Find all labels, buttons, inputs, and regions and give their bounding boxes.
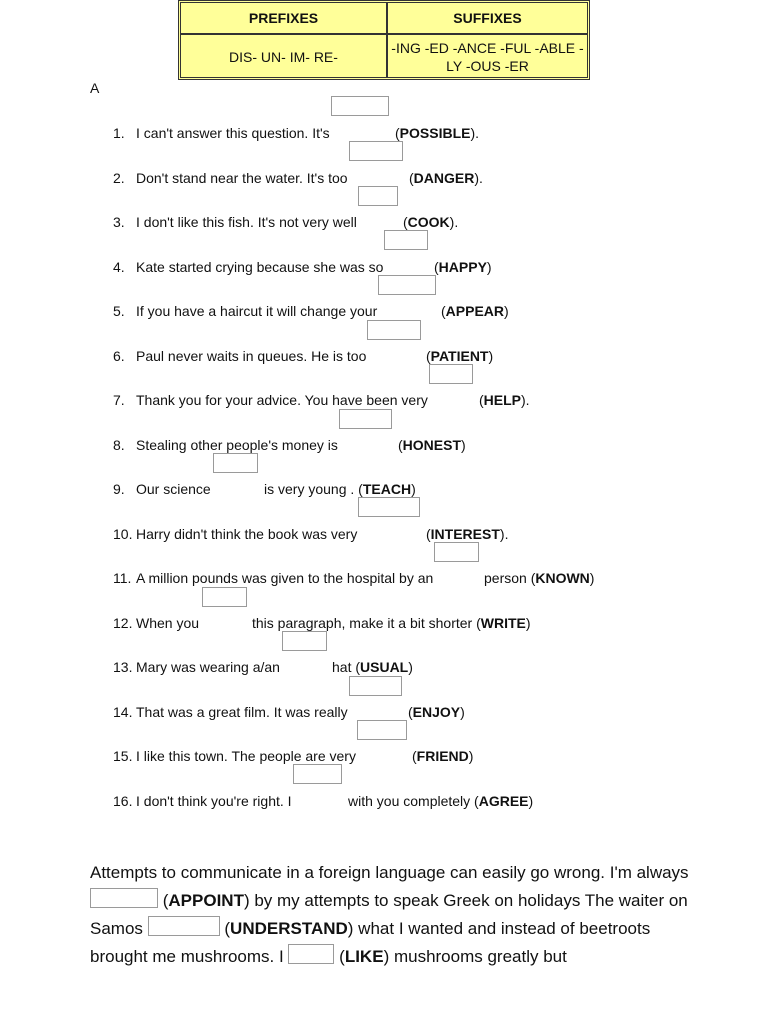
root-word: HONEST	[402, 437, 462, 453]
question-hint: (APPEAR)	[441, 303, 509, 319]
question-text: A million pounds was given to the hospital by an	[136, 570, 434, 586]
question-number: 15.	[113, 748, 133, 764]
question-number: 2.	[113, 170, 125, 186]
hint-close: )	[486, 259, 492, 275]
root-word: AGREE	[478, 793, 529, 809]
root-word: HELP	[483, 392, 522, 408]
answer-field-14[interactable]	[349, 676, 402, 696]
root-word: UNDERSTAND	[230, 919, 348, 938]
hint-close: )	[589, 570, 595, 586]
question-hint	[348, 793, 533, 809]
question-hint	[484, 570, 594, 586]
answer-field-9[interactable]	[213, 453, 258, 473]
root-word: PATIENT	[430, 348, 489, 364]
question-text: Don't stand near the water. It's too	[136, 170, 348, 186]
question-number: 1.	[113, 125, 125, 141]
hint-close: )	[411, 481, 416, 497]
question-text-cont: with you completely (	[348, 793, 479, 809]
question-text-cont: hat (	[332, 659, 361, 675]
question-text: I can't answer this question. It's	[136, 125, 330, 141]
answer-field-3[interactable]	[358, 186, 398, 206]
answer-field-15[interactable]	[357, 720, 407, 740]
hint-close: )	[460, 704, 465, 720]
hint-close: )	[504, 303, 509, 319]
question-hint	[332, 659, 413, 675]
root-word: APPEAR	[445, 303, 505, 319]
hint-close: )	[408, 659, 413, 675]
paragraph-text: Attempts to communicate in a foreign language can easily go wrong. I'm always	[90, 863, 689, 882]
question-text: Mary was wearing a/an	[136, 659, 280, 675]
answer-field-1[interactable]	[331, 96, 389, 116]
paragraph-answer-field-3[interactable]	[288, 944, 334, 964]
root-word: LIKE	[344, 947, 384, 966]
answer-field-10[interactable]	[358, 497, 420, 517]
question-text: When you	[136, 615, 200, 631]
question-number: 3.	[113, 214, 125, 230]
question-hint: (HONEST)	[398, 437, 466, 453]
question-hint	[252, 615, 531, 631]
question-hint: (PATIENT)	[426, 348, 494, 364]
question-text: Stealing other people's money is	[136, 437, 338, 453]
paragraph-answer-field-2[interactable]	[148, 916, 220, 936]
root-word: WRITE	[480, 615, 526, 631]
question-text-cont: person (	[484, 570, 536, 586]
question-text-cont: is very young . (	[264, 481, 363, 497]
question-number: 7.	[113, 392, 125, 408]
question-text: Kate started crying because she was so	[136, 259, 384, 275]
question-number: 11.	[113, 570, 132, 586]
prefix-suffix-table	[178, 0, 590, 80]
question-hint: (ENJOY)	[408, 704, 465, 720]
question-text: I like this town. The people are very	[136, 748, 356, 764]
suffixes-line: LY -OUS -ER	[446, 58, 529, 74]
answer-field-7[interactable]	[429, 364, 473, 384]
hint-close: ).	[499, 526, 509, 542]
question-text: Thank you for your advice. You have been very	[136, 392, 428, 408]
question-text: I don't like this fish. It's not very well	[136, 214, 357, 230]
question-text: If you have a haircut it will change your	[136, 303, 378, 319]
question-text: I don't think you're right. I	[136, 793, 292, 809]
suffixes-cell	[388, 35, 587, 79]
question-number: 4.	[113, 259, 125, 275]
question-hint: (HAPPY)	[434, 259, 492, 275]
question-number: 6.	[113, 348, 125, 364]
question-text: That was a great film. It was really	[136, 704, 348, 720]
root-word: HAPPY	[438, 259, 487, 275]
answer-field-4[interactable]	[384, 230, 428, 250]
hint-close: )	[528, 793, 534, 809]
hint-close: )	[525, 615, 531, 631]
question-text: Our science	[136, 481, 211, 497]
question-number: 13.	[113, 659, 133, 675]
prefixes-header: PREFIXES	[248, 10, 319, 26]
question-text: Paul never waits in queues. He is too	[136, 348, 367, 364]
answer-field-12[interactable]	[202, 587, 247, 607]
suffixes-header: SUFFIXES	[453, 10, 522, 26]
root-word: ENJOY	[412, 704, 461, 720]
reading-paragraph: Attempts to communicate in a foreign language can easily go wrong. I'm always (APPOINT) by my attempts to speak Greek on holidays The waiter on Samos (UNDERSTAND) what I wanted and instead of beetroots brought me mushrooms. I (LIKE) mushrooms greatly but	[90, 863, 689, 966]
answer-field-6[interactable]	[367, 320, 421, 340]
question-number: 14.	[113, 704, 133, 720]
question-hint: (POSSIBLE).	[395, 125, 480, 141]
root-word: TEACH	[362, 481, 412, 497]
answer-field-13[interactable]	[282, 631, 327, 651]
question-hint	[264, 481, 416, 497]
root-word: KNOWN	[535, 570, 590, 586]
question-text: Harry didn't think the book was very	[136, 526, 358, 542]
paragraph-text: ) by my attempts to speak Greek on holidays The waiter on Samos	[90, 891, 688, 938]
section-letter: A	[90, 80, 100, 96]
root-word: COOK	[407, 214, 450, 230]
paragraph-text: ) what I wanted and instead of beetroots brought me mushrooms. I	[90, 919, 651, 966]
hint-close: ).	[521, 392, 530, 408]
answer-field-11[interactable]	[434, 542, 479, 562]
hint-close: )	[461, 437, 466, 453]
question-hint: (INTEREST).	[426, 526, 509, 542]
root-word: POSSIBLE	[399, 125, 471, 141]
paragraph-text: ) mushrooms greatly but	[383, 947, 567, 966]
question-hint: (COOK).	[403, 214, 459, 230]
answer-field-16[interactable]	[293, 764, 342, 784]
paragraph-answer-field-1[interactable]	[90, 888, 158, 908]
question-text-cont: this paragraph, make it a bit shorter (	[252, 615, 481, 631]
question-number: 12.	[113, 615, 133, 631]
question-number: 16.	[113, 793, 133, 809]
answer-field-2[interactable]	[349, 141, 403, 161]
question-number: 8.	[113, 437, 125, 453]
hint-close: ).	[449, 214, 459, 230]
root-word: APPOINT	[168, 891, 244, 910]
question-hint: (DANGER).	[409, 170, 483, 186]
root-word: USUAL	[360, 659, 409, 675]
root-word: FRIEND	[416, 748, 469, 764]
question-hint: (FRIEND)	[412, 748, 474, 764]
root-word: DANGER	[413, 170, 475, 186]
root-word: INTEREST	[430, 526, 500, 542]
hint-close: ).	[474, 170, 483, 186]
answer-field-5[interactable]	[378, 275, 436, 295]
question-number: 5.	[113, 303, 125, 319]
question-hint: (HELP).	[479, 392, 530, 408]
question-number: 10.	[113, 526, 133, 542]
hint-close: )	[488, 348, 494, 364]
hint-close: )	[468, 748, 474, 764]
question-number: 9.	[113, 481, 125, 497]
prefixes-cell: DIS- UN- IM- RE-	[229, 49, 338, 65]
answer-field-8[interactable]	[339, 409, 392, 429]
hint-close: ).	[470, 125, 480, 141]
suffixes-line: -ING -ED -ANCE -FUL -ABLE -	[391, 40, 584, 56]
